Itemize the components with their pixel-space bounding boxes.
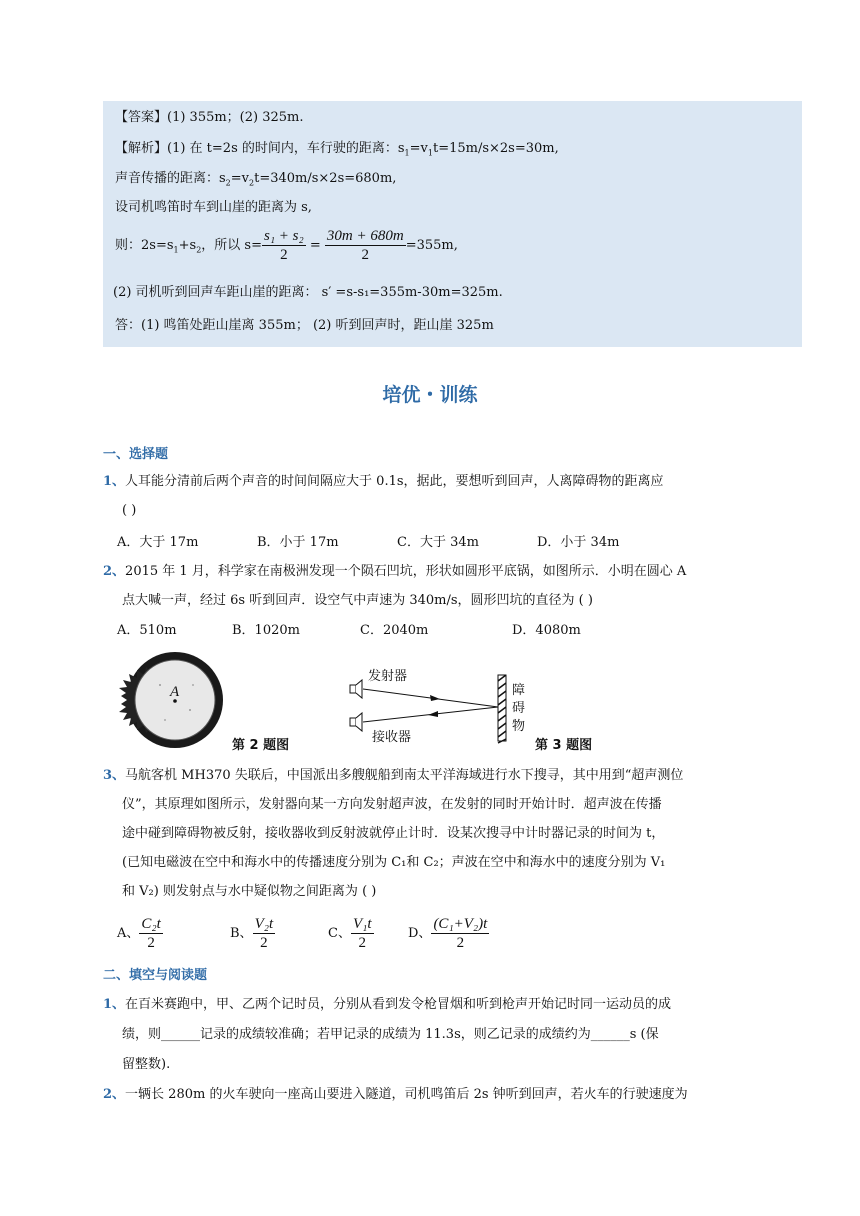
crater-figure: [115, 650, 240, 750]
obstacle-label-3: 物: [512, 719, 526, 734]
q3-option-b: B、 $\frac{\text{V₂t}}{2}$: [230, 916, 274, 951]
q1-option-a: A．大于 17m: [117, 535, 199, 550]
emitter-label: 发射器: [368, 669, 408, 684]
q2-line-2: 点大喊一声，经过 6s 听到回声．设空气中声速为 340m/s，圆形凹坑的直径为 ( ): [122, 593, 593, 608]
q3-line-3: 途中碰到障碍物被反射，接收器收到反射波就停止计时．设某次搜寻中计时器记录的时间为 t，: [122, 826, 665, 841]
reflected-arrow-icon: [428, 711, 438, 717]
q2-option-a: A．510m: [117, 623, 177, 638]
analysis-line-3: 设司机鸣笛时车到山崖的距离为 s,: [115, 200, 312, 215]
q2-option-c: C．2040m: [360, 623, 429, 638]
q1-line-1: 1、人耳能分清前后两个声音的时间间隔应大于 0.1s，据此，要想听到回声，人离障碍物的距离应: [103, 474, 664, 489]
q2-option-b: B．1020m: [232, 623, 300, 638]
crater-center-label: A: [170, 684, 180, 700]
part2-heading: 二、填空与阅读题: [103, 968, 208, 983]
analysis-line-4: 则：$2s=s_1+s_2$，所以 s= $\frac{\text{s₁ + s₂}}{2}$ = $\frac{30m + 680m}{2}$ =355m,: [115, 228, 458, 263]
p2-q1-line-3: 留整数).: [122, 1057, 171, 1072]
q3-option-c: C、 $\frac{\text{V₁t}}{2}$: [328, 916, 372, 951]
emitted-arrow-icon: [430, 695, 440, 701]
fig3-caption: 第 3 题图: [535, 738, 593, 753]
part1-heading: 一、选择题: [103, 447, 169, 462]
section-title: 培优・训练: [382, 384, 478, 406]
receiver-speaker-icon: [350, 713, 362, 731]
fraction-s1-s2: $\frac{\text{s₁ + s₂}}{2}$: [263, 228, 304, 263]
answer-line: 【答案】(1) 355m；(2) 325m.: [115, 110, 304, 125]
receiver-label: 接收器: [372, 730, 412, 745]
analysis-line-2: 声音传播的距离：$s_2=v_2t=340m/s\times 2s=680m$,: [115, 171, 397, 188]
q1-option-c: C．大于 34m: [397, 535, 479, 550]
q1-option-b: B．小于 17m: [257, 535, 339, 550]
analysis-line-5: (2) 司机听到回声车距山崖的距离： s′ =s-s₁=355m-30m=325m.: [113, 285, 503, 300]
q3-line-2: 仪”，其原理如图所示，发射器向某一方向发射超声波，在发射的同时开始计时．超声波在传播: [122, 797, 662, 812]
q3-line-1: 3、马航客机 MH370 失联后，中国派出多艘舰船到南太平洋海域进行水下搜寻，其中用到“超声测位: [103, 768, 684, 783]
crater-rim: [119, 652, 223, 748]
conclusion-line: 答：(1) 鸣笛处距山崖离 355m； (2) 听到回声时，距山崖 325m: [115, 318, 494, 333]
q2-line-1: 2、2015 年 1 月，科学家在南极洲发现一个陨石凹坑，形状如圆形平底锅，如图所示．小明在圆心 A: [103, 564, 687, 579]
q1-option-d: D．小于 34m: [537, 535, 620, 550]
fig2-caption: 第 2 题图: [232, 738, 290, 753]
q3-option-d: D、 $\frac{\text{(C₁+V₂)t}}{2}$: [408, 916, 488, 951]
emitter-speaker-icon: [350, 680, 362, 698]
obstacle-label-1: 障: [512, 683, 526, 698]
q3-option-a: A、 $\frac{\text{C₂t}}{2}$: [117, 916, 161, 951]
p2-q1-line-2: 绩，则______记录的成绩较准确；若甲记录的成绩为 11.3s，则乙记录的成绩约为______s (保: [122, 1027, 659, 1042]
p2-q1-line-1: 1、在百米赛跑中，甲、乙两个记时员，分别从看到发令枪冒烟和听到枪声开始记时同一运动员的成: [103, 997, 672, 1012]
fraction-30-680: $\frac{30m + 680m}{2}$: [326, 228, 404, 263]
obstacle-wall: [498, 675, 506, 743]
q2-option-d: D．4080m: [512, 623, 581, 638]
q3-line-4: (已知电磁波在空中和海水中的传播速度分别为 C₁和 C₂；声波在空中和海水中的速度分别为 V₁: [122, 855, 666, 870]
answer-box: [103, 101, 802, 347]
analysis-line-1: 【解析】(1) 在 t=2s 的时间内，车行驶的距离：$s_1=v_1t=15m/s\times 2s=30m$,: [115, 141, 559, 158]
obstacle-label-2: 碍: [512, 701, 526, 716]
q1-line-2: ( ): [122, 503, 137, 518]
q3-line-5: 和 V₂) 则发射点与水中疑似物之间距离为 ( ): [122, 884, 377, 899]
p2-q2-line-1: 2、一辆长 280m 的火车驶向一座高山要进入隧道，司机鸣笛后 2s 钟听到回声，若火车的行驶速度为: [103, 1087, 688, 1102]
